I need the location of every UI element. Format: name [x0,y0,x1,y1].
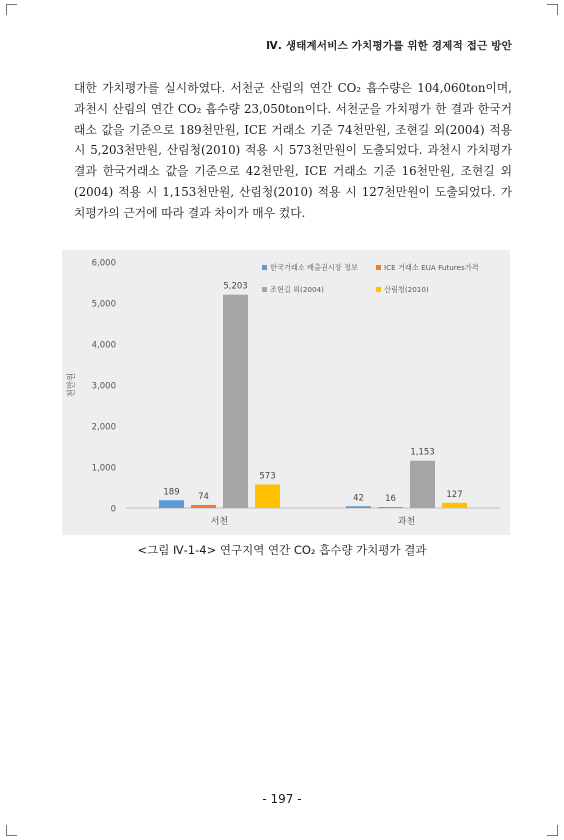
page-number: - 197 - [262,792,302,806]
legend-swatch [262,265,267,270]
crop-mark-bottom-left [6,825,17,836]
bar [410,461,435,508]
y-tick-label: 6,000 [91,258,116,269]
x-tick-label: 서천 [210,517,229,527]
bar [159,500,184,508]
data-label: 5,203 [223,281,248,292]
y-tick-label: 4,000 [91,340,116,351]
y-tick-label: 2,000 [91,422,116,433]
legend-swatch [262,287,267,292]
data-label: 189 [163,487,180,498]
bar [442,503,467,508]
figure-caption: <그림 Ⅳ-1-4> 연구지역 연간 CO₂ 흡수량 가치평가 결과 [137,543,427,557]
data-label: 127 [446,489,463,500]
bar-chart [62,250,510,535]
bar [378,507,403,508]
bar [346,506,371,508]
y-axis-title: 천만원 [67,372,77,398]
legend-entry: 산림청(2010) [384,285,429,294]
legend-swatch [376,265,381,270]
bar [223,295,248,508]
crop-mark-bottom-right [547,825,558,836]
data-label: 74 [198,491,209,502]
running-header: Ⅳ. 생태계서비스 가치평가를 위한 경제적 접근 방안 [266,40,512,52]
crop-mark-top-right [547,4,558,15]
crop-mark-top-left [6,4,17,15]
legend-entry: ICE 거래소 EUA Futures가격 [384,263,479,272]
legend-entry: 한국거래소 배출권시장 정보 [270,263,358,272]
data-label: 1,153 [410,447,435,458]
data-label: 42 [353,493,364,504]
x-tick-label: 과천 [397,517,416,527]
bar [255,485,280,508]
y-tick-label: 5,000 [91,299,116,310]
legend-swatch [376,287,381,292]
y-tick-label: 1,000 [91,463,116,474]
bar-chart-svg [62,250,510,535]
legend-entry: 조현길 외(2004) [270,285,324,294]
y-tick-label: 3,000 [91,381,116,392]
bar [191,505,216,508]
data-label: 573 [259,471,276,482]
y-tick-label: 0 [110,504,116,515]
body-paragraph: 대한 가치평가를 실시하였다. 서천군 산림의 연간 CO₂ 흡수량은 104,060ton이며, 과천시 산림의 연간 CO₂ 흡수량 23,050ton이다. 서천군을 가치평가 한 결과 한국거래소 값을 기준으로 189천만원, ICE 거래소 기준 74천만원, 조현길 외(2004) 적용 시 5,203천만원, 산림청(2010) 적용 시 573천만원이 도출되었다. 과천시 가치평가 결과 한국거래소 값을 기준으로 42천만원, ICE 거래소 기준 16천만원, 조현길 외(2004) 적용 시 1,153천만원, 산림청(2010) 적용 시 127천만원이 도출되었다. 가치평가의 근거에 따라 결과 차이가 매우 컸다. [74,81,512,220]
body-paragraph-container [74,78,512,224]
data-label: 16 [385,494,396,504]
